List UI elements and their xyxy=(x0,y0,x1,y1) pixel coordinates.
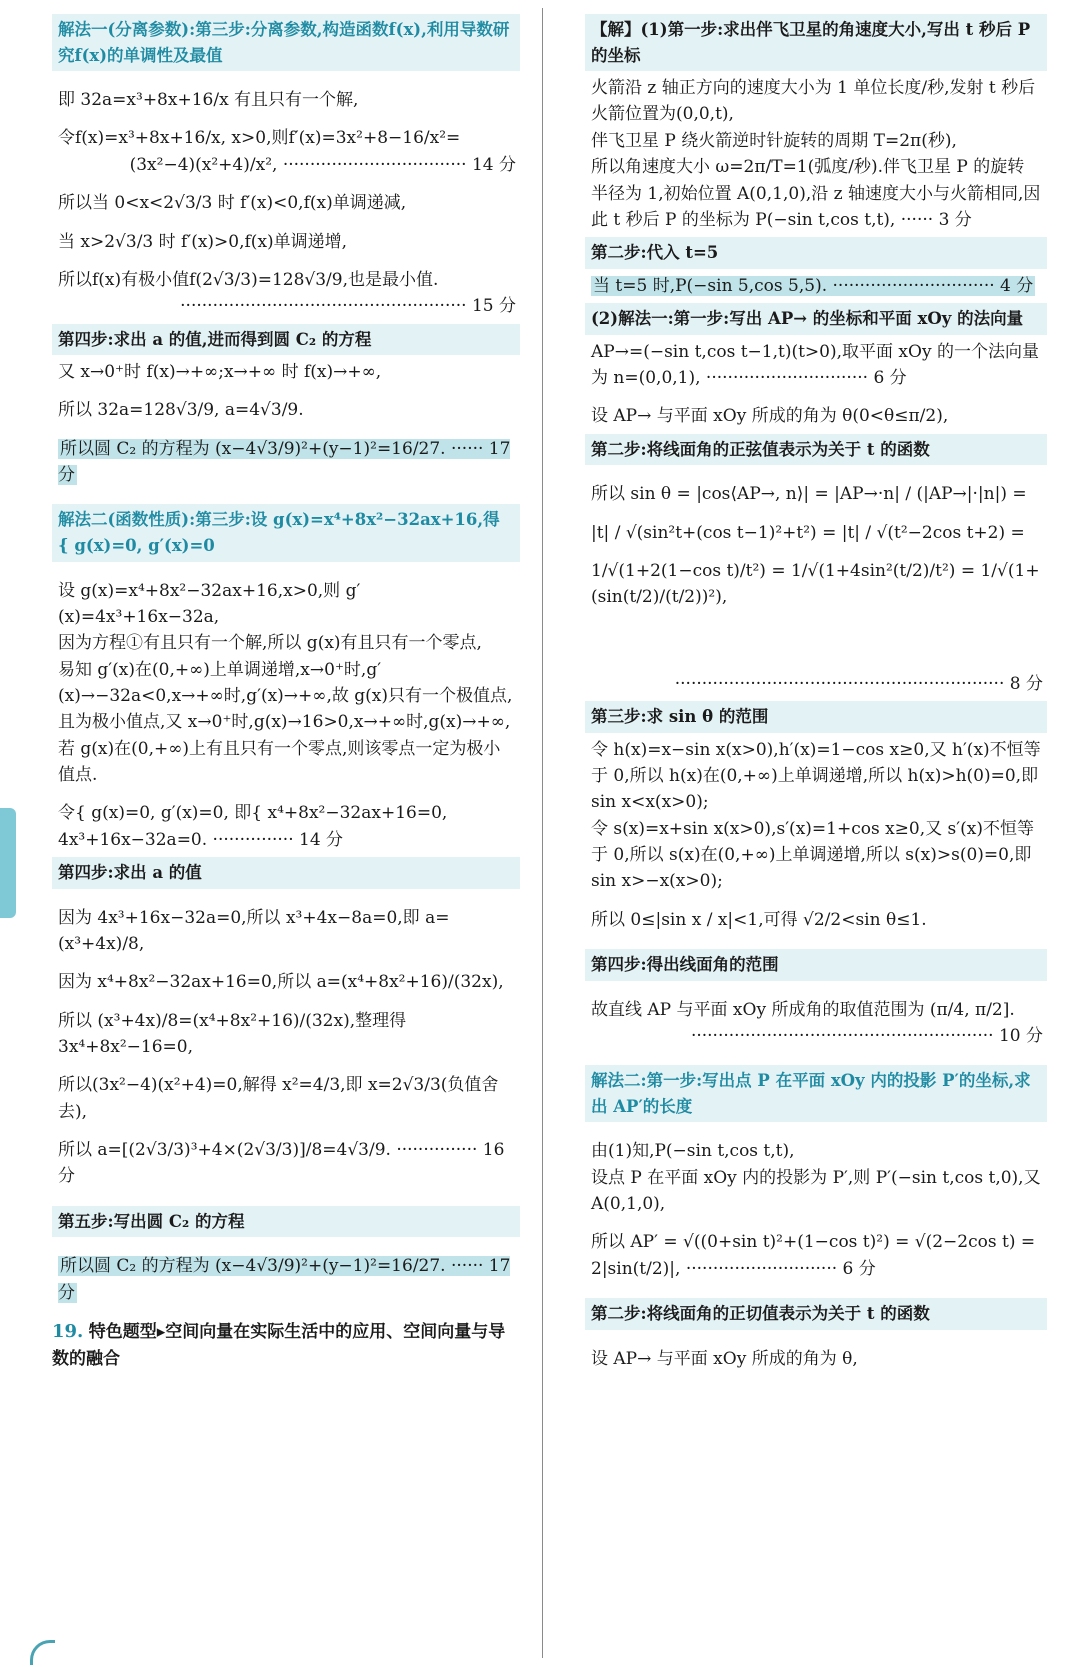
side-tab xyxy=(0,808,16,918)
right-line-16: 令 h(x)=x−sin x(x>0),h′(x)=1−cos x≥0,又 h′(x)不恒等于 0,所以 h(x)在(0,+∞)上单调递增,所以 h(x)>h(0)=0,即 sin x<x(x>0); xyxy=(591,739,1041,813)
right-part-2: (2)解法一:第一步:写出 AP→ 的坐标和平面 xOy 的法向量 xyxy=(585,303,1047,335)
left-block-1: 解法一(分离参数):第三步:分离参数,构造函数f(x),利用导数研究f(x)的单调性及最值 xyxy=(52,14,520,71)
right-line-8: AP→=(−sin t,cos t−1,t)(t>0),取平面 xOy 的一个法向量为 n=(0,0,1), ······························ 6 分 xyxy=(591,341,1039,388)
right-line-27: 设 AP→ 与平面 xOy 所成的角为 θ, xyxy=(591,1348,858,1369)
p-coord-highlight: 当 t=5 时,P(−sin 5,cos 5,5). ······························ 4 分 xyxy=(593,275,1034,296)
left-line-17: 令{ g(x)=0, g′(x)=0, 即{ x⁴+8x²−32ax+16=0, 4x³+16x−32a=0. ··············· 14 分 xyxy=(58,803,448,850)
question-19 xyxy=(52,1318,520,1372)
left-line-14: 设 g(x)=x⁴+8x²−32ax+16,x>0,则 g′(x)=4x³+16x−32a, xyxy=(58,580,361,627)
circle-eq-highlight-2: 所以圆 C₂ 的方程为 (x−4√3/9)²+(y−1)²=16/27. ······ 17 分 xyxy=(58,1256,511,1303)
left-line-7: 所以f(x)有极小值f(2√3/3)=128√3/9,也是最小值. xyxy=(58,269,439,290)
circle-eq-highlight-1: 所以圆 C₂ 的方程为 (x−4√3/9)²+(y−1)²=16/27. ······ 17 分 xyxy=(58,438,511,486)
score-14-a: (3x²−4)(x²+4)/x², ·································· 14 分 xyxy=(129,154,516,175)
left-line-25 xyxy=(52,1253,520,1306)
left-line-21: 所以 (x³+4x)/8=(x⁴+8x²+16)/(32x),整理得 3x⁴+8x²−16=0, xyxy=(58,1010,407,1057)
right-method-2: 解法二:第一步:写出点 P 在平面 xOy 内的投影 P′的坐标,求出 AP′的长度 xyxy=(585,1065,1047,1122)
left-line-5: 所以当 0<x<2√3/3 时 f′(x)<0,f(x)单调递减, xyxy=(58,193,407,214)
left-line-15: 因为方程①有且只有一个解,所以 g(x)有且只有一个零点, xyxy=(58,633,482,654)
left-line-10: 又 x→0⁺时 f(x)→+∞;x→+∞ 时 f(x)→+∞, xyxy=(58,362,382,383)
left-column xyxy=(52,0,520,1667)
score-8: ····························································· 8 分 xyxy=(674,673,1043,694)
right-step-3: 第三步:求 sin θ 的范围 xyxy=(585,701,1047,733)
right-line-2: 火箭沿 z 轴正方向的速度大小为 1 单位长度/秒,发射 t 秒后火箭位置为(0,0,t), xyxy=(591,78,1036,125)
question-number: 19. xyxy=(52,1320,84,1342)
left-line-20: 因为 x⁴+8x²−32ax+16=0,所以 a=(x⁴+8x²+16)/(32x), xyxy=(58,972,504,993)
score-15: ····················································· 15 分 xyxy=(180,296,516,317)
column-divider xyxy=(542,8,543,1658)
right-line-18: 所以 0≤|sin x / x|<1,可得 √2/2<sin θ≤1. xyxy=(591,909,927,930)
left-step-4: 第四步:求出 a 的值,进而得到圆 C₂ 的方程 xyxy=(52,324,520,356)
left-step-5: 第五步:写出圆 C₂ 的方程 xyxy=(52,1206,520,1238)
right-line-9: 设 AP→ 与平面 xOy 所成的角为 θ(0<θ≤π/2), xyxy=(591,406,949,427)
right-step-2: 第二步:代入 t=5 xyxy=(585,237,1047,269)
left-line-3: 令f(x)=x³+8x+16/x, x>0,则f′(x)=3x²+8−16/x²= xyxy=(58,128,461,149)
right-line-25: 所以 AP′ = √((0+sin t)²+(1−cos t)²) = √(2−2cos t) = 2|sin(t/2)|, ···························· 6 分 xyxy=(591,1232,1036,1279)
left-line-22: 所以(3x²−4)(x²+4)=0,解得 x²=4/3,即 x=2√3/3(负值舍去), xyxy=(58,1075,499,1122)
right-block-1: 【解】(1)第一步:求出伴飞卫星的角速度大小,写出 t 秒后 P 的坐标 xyxy=(585,14,1047,71)
right-line-11: 所以 sin θ = |cos⟨AP→, n⟩| = |AP→·n| / (|AP→|·|n|) = xyxy=(591,484,1027,505)
right-column xyxy=(585,0,1047,1667)
right-line-4: 所以角速度大小 ω=2π/T=1(弧度/秒).伴飞卫星 P 的旋转半径为 1,初始位置 A(0,1,0),沿 z 轴速度大小与火箭相同,因此 t 秒后 P 的坐标为 P(−sin t,cos t,t), ······ 3 分 xyxy=(591,157,1041,230)
left-line-12 xyxy=(52,436,520,489)
right-line-6 xyxy=(585,273,1047,299)
right-line-23: 由(1)知,P(−sin t,cos t,t), xyxy=(591,1141,795,1162)
right-step-2c: 第二步:将线面角的正切值表示为关于 t 的函数 xyxy=(585,1298,1047,1330)
left-line-6: 当 x>2√3/3 时 f′(x)>0,f(x)单调递增, xyxy=(58,231,348,252)
right-step-2b: 第二步:将线面角的正弦值表示为关于 t 的函数 xyxy=(585,434,1047,466)
left-line-2: 即 32a=x³+8x+16/x 有且只有一个解, xyxy=(58,90,359,111)
right-line-17: 令 s(x)=x+sin x(x>0),s′(x)=1+cos x≥0,又 s′(x)不恒等于 0,所以 s(x)在(0,+∞)上单调递增,所以 s(x)>s(0)=0,即 sin x>−x(x>0); xyxy=(591,818,1034,892)
right-line-20: 故直线 AP 与平面 xOy 所成角的取值范围为 (π/4, π/2]. xyxy=(591,999,1015,1020)
left-method-2: 解法二(函数性质):第三步:设 g(x)=x⁴+8x²−32ax+16,得 { g(x)=0, g′(x)=0 xyxy=(52,504,520,561)
left-line-11: 所以 32a=128√3/9, a=4√3/9. xyxy=(58,400,304,421)
left-line-19: 因为 4x³+16x−32a=0,所以 x³+4x−8a=0,即 a=(x³+4x)/8, xyxy=(58,907,450,954)
right-line-3: 伴飞卫星 P 绕火箭逆时针旋转的周期 T=2π(秒), xyxy=(591,130,957,151)
left-line-23: 所以 a=[(2√3/3)³+4×(2√3/3)]/8=4√3/9. ··············· 16 分 xyxy=(58,1140,505,1187)
right-line-12: |t| / √(sin²t+(cos t−1)²+t²) = |t| / √(t²−2cos t+2) = xyxy=(591,522,1025,543)
left-step-4b: 第四步:求出 a 的值 xyxy=(52,857,520,889)
left-line-16: 易知 g′(x)在(0,+∞)上单调递增,x→0⁺时,g′(x)→−32a<0,x→+∞时,g′(x)→+∞,故 g(x)只有一个极值点,且为极小值点,又 x→0⁺时,g(x)→16>0,x→+∞时,g(x)→+∞,若 g(x)在(0,+∞)上有且只有一个零点,则该零点一定为极小值点. xyxy=(58,659,513,785)
feature-tag: 特色题型 xyxy=(88,1321,157,1342)
right-line-13: 1/√(1+2(1−cos t)/t²) = 1/√(1+4sin²(t/2)/t²) = 1/√(1+(sin(t/2)/(t/2))²), xyxy=(591,560,1040,608)
score-10: ························································ 10 分 xyxy=(690,1025,1043,1046)
right-line-24: 设点 P 在平面 xOy 内的投影为 P′,则 P′(−sin t,cos t,0),又 A(0,1,0), xyxy=(591,1167,1041,1214)
right-step-4: 第四步:得出线面角的范围 xyxy=(585,949,1047,981)
feature-desc: ▸空间向量在实际生活中的应用、空间向量与导数的融合 xyxy=(52,1321,506,1369)
